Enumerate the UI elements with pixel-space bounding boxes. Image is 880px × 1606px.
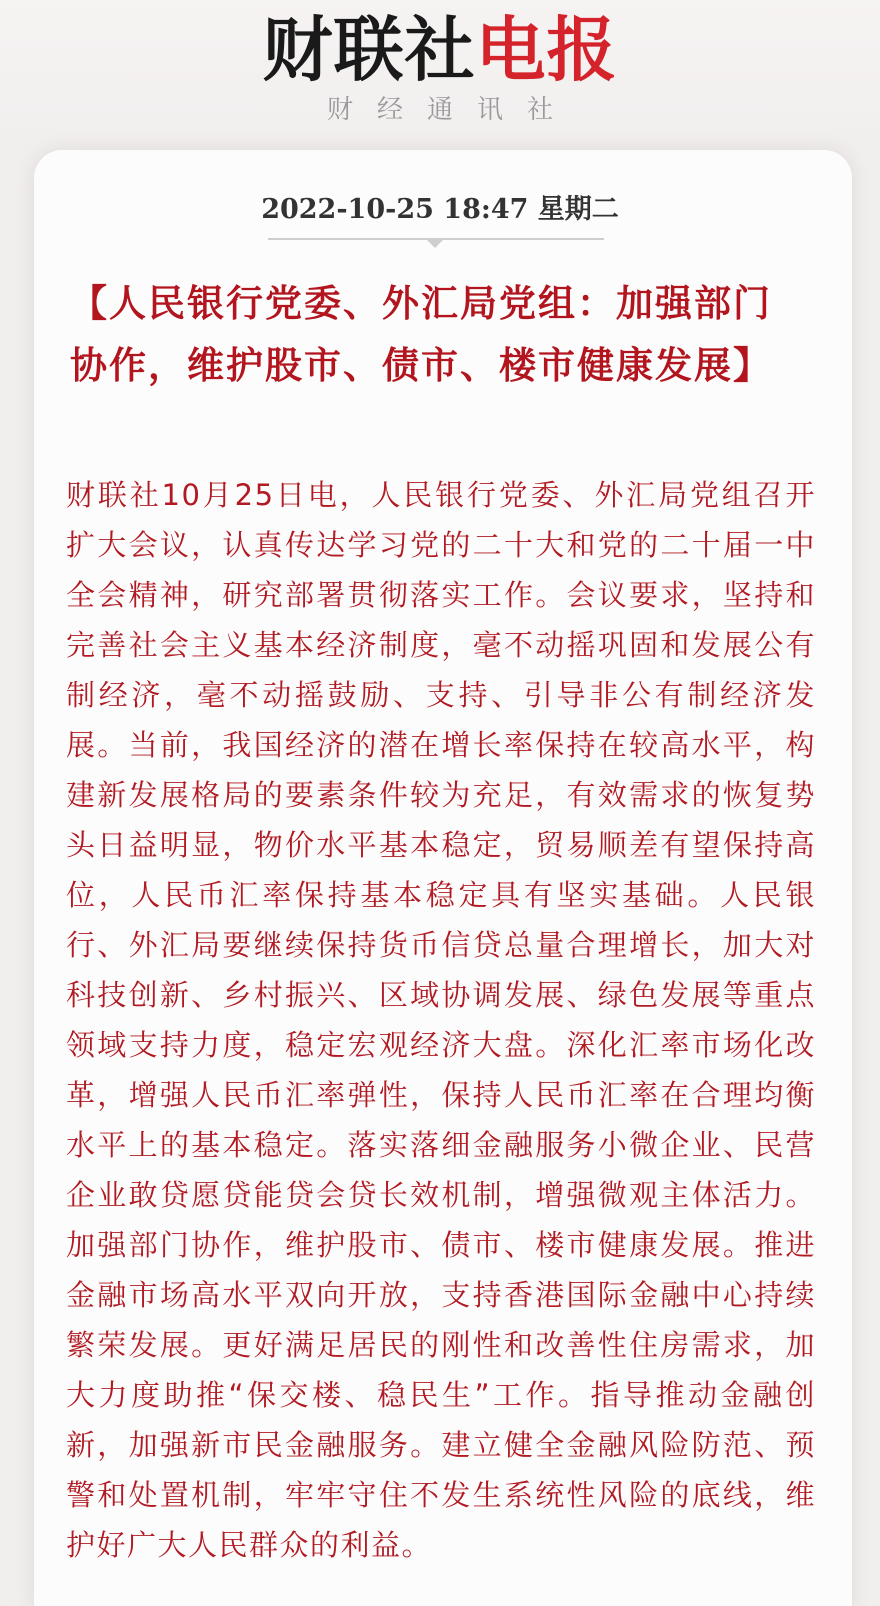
datetime-divider-notch [426,239,444,248]
brand-tagline: 财经通讯社 [326,95,577,125]
article-datetime: 2022-10-25 18:47 星期二 [261,194,619,225]
article-body: 财联社10月25日电，人民银行党委、外汇局党组召开扩大会议，认真传达学习党的二十大和党的二十届一中全会精神，研究部署贯彻落实工作。会议要求，坚持和完善社会主义基本经济制度，毫不动摇巩固和发展公有制经济，毫不动摇鼓励、支持、引导非公有制经济发展。当前，我国经济的潜在增长率保持在较高水平，构建新发展格局的要素条件较为充足，有效需求的恢复势头日益明显，物价水平基本稳定，贸易顺差有望保持高位，人民币汇率保持基本稳定具有坚实基础。人民银行、外汇局要继续保持货币信贷总量合理增长，加大对科技创新、乡村振兴、区域协调发展、绿色发展等重点领域支持力度，稳定宏观经济大盘。深化汇率市场化改革，增强人民币汇率弹性，保持人民币汇率在合理均衡水平上的基本稳定。落实落细金融服务小微企业、民营企业敢贷愿贷能贷会贷长效机制，增强微观主体活力。加强部门协作，维护股市、债市、楼市健康发展。推进金融市场高水平双向开放，支持香港国际金融中心持续繁荣发展。更好满足居民的刚性和改善性住房需求，加大力度助推“保交楼、稳民生”工作。指导推动金融创新，加强新市民金融服务。建立健全金融风险防范、预警和处置机制，牢牢守住不发生系统性风险的底线，维护好广大人民群众的利益。 [66,478,816,1562]
brand-logo [0,10,880,90]
header [0,0,880,150]
brand-name: 财联社 [262,9,476,91]
article-title: 【人民银行党委、外汇局党组：加强部门协作，维护股市、债市、楼市健康发展】 [70,281,772,387]
brand-name-highlight: 电报 [475,9,618,91]
